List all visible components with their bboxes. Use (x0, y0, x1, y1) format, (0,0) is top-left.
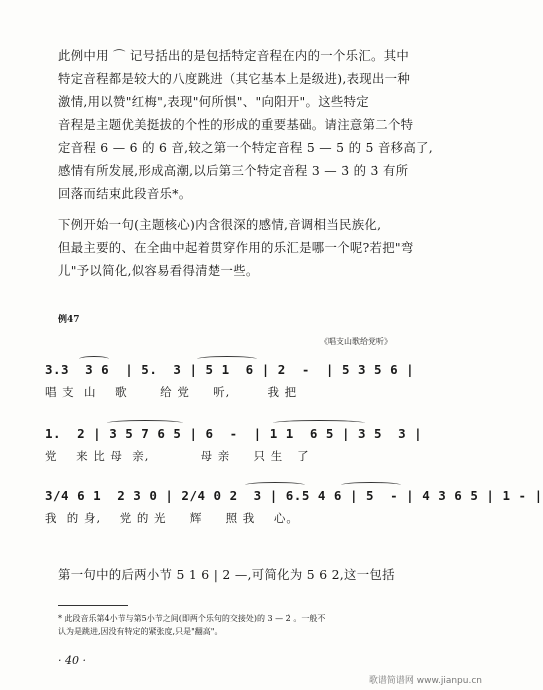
footnote-divider (58, 605, 128, 606)
example-label: 例47 (58, 315, 80, 325)
lyrics: 党 来 比 母 亲, 母 亲 只 生 了 (45, 449, 310, 463)
text-line: 回落而结束此段音乐*。 (58, 186, 192, 201)
body-paragraph-1 (58, 44, 438, 205)
score-row-3 (45, 488, 543, 534)
text-line: 此例中用 ⌒ 记号括出的是包括特定音程在内的一个乐汇。其中 (58, 48, 410, 63)
text-line: 但最主要的、在全曲中起着贯穿作用的乐汇是哪一个呢?若把"弯 (58, 240, 414, 255)
score-row-2 (45, 426, 445, 472)
notation: 3.3 3 6 | 5. 3 | 5 1 6 | 2 - | 5 3 5 6 | (45, 362, 415, 377)
body-paragraph-3: 第一句中的后两小节 5 1 6 | 2 —,可简化为 5 6 2,这一包括 (58, 567, 395, 582)
text-line: 特定音程都是较大的八度跳进（其它基本上是级进),表现出一种 (58, 71, 411, 86)
slur-mark (197, 356, 257, 362)
notation: 1. 2 | 3 5 7 6 5 | 6 - | 1 1 6 5 | 3 5 3 | (45, 426, 423, 441)
slur-mark (107, 420, 183, 426)
text-line: 儿"予以简化,似容易看得清楚一些。 (58, 263, 259, 278)
text-line: 下例开始一句(主题核心)内含很深的感情,音调相当民族化, (58, 217, 382, 232)
page-number: · 40 · (58, 654, 86, 667)
text-line: 音程是主题优美挺拔的个性的形成的重要基础。请注意第二个特 (58, 117, 414, 132)
lyrics: 我 的 身, 党 的 光 辉 照 我 心。 (45, 511, 299, 525)
footnote-line: * 此段音乐第4小节与第5小节之间(即两个乐句的交接处)的 3 — 2̇ 。一般不 (58, 614, 326, 623)
slur-mark (273, 420, 365, 426)
slur-mark (79, 356, 109, 362)
lyrics: 唱 支 山 歌 给 党 听, 我 把 (45, 385, 298, 399)
notation: 3/4 6 1 2 3 0 | 2/4 0 2 3 | 6.5 4 6 | 5 - | 4 3 6 5 | 1 - | (45, 488, 543, 503)
slur-mark (341, 482, 401, 488)
watermark-text: 歌谱简谱网 www.jianpu.cn (368, 676, 482, 686)
footnote-line: 认为是跳进,因没有特定的紧张度,只是"翻高"。 (58, 627, 223, 636)
slur-mark (245, 482, 305, 488)
text-line: 感情有所发展,形成高潮,以后第三个特定音程 3 — 3̇ 的 3̇ 有所 (58, 163, 409, 178)
body-paragraph-2 (58, 213, 438, 282)
score-row-1 (45, 362, 445, 408)
footnote (58, 612, 438, 638)
text-line: 激情,用以赞"红梅",表现"何所惧"、"向阳开"。这些特定 (58, 94, 369, 109)
song-title: 《唱支山歌给党听》 (320, 337, 392, 346)
text-line: 定音程 6 — 6̇ 的 6̇ 音,较之第一个特定音程 5 — 5̇ 的 5̇ 音移高了, (58, 140, 433, 155)
